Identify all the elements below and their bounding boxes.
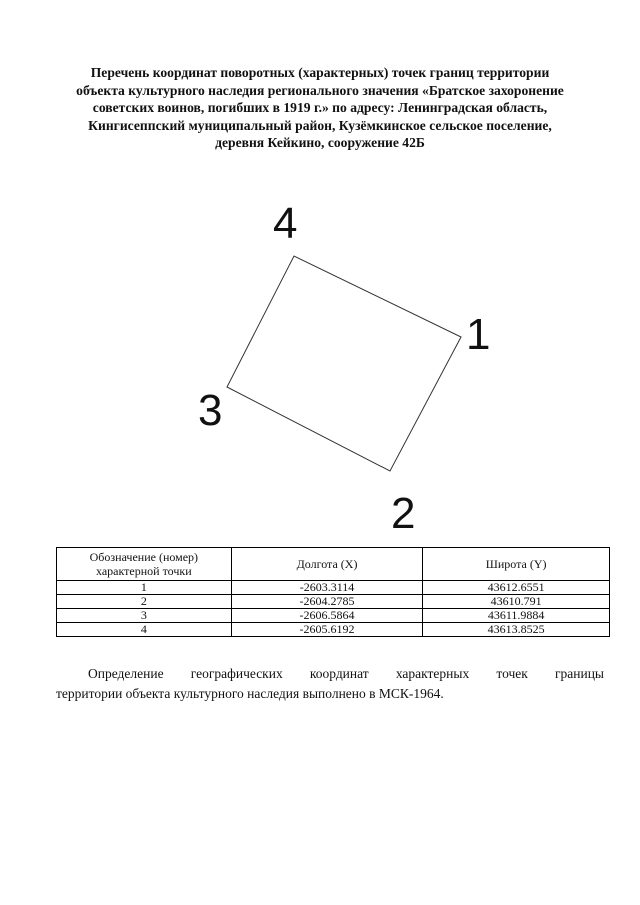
cell-x: -2604.2785: [231, 595, 423, 609]
title-line: деревня Кейкино, сооружение 42Б: [215, 135, 425, 150]
cell-x: -2603.3114: [231, 581, 423, 595]
cell-y: 43610.791: [423, 595, 610, 609]
cell-point: 2: [57, 595, 232, 609]
point-label-4: 4: [273, 199, 298, 248]
table-row: [57, 581, 610, 595]
cell-y: 43613.8525: [423, 623, 610, 637]
cell-y: 43611.9884: [423, 609, 610, 623]
table-header-row: [57, 548, 610, 581]
title-line: Перечень координат поворотных (характерных) точек границ территории: [90, 65, 550, 80]
point-label-2: 2: [391, 489, 416, 538]
title-line: Кингисеппский муниципальный район, Кузёмкинское сельское поселение,: [88, 117, 552, 133]
title-line: объекта культурного наследия регионального значения «Братское захоронение: [76, 82, 564, 98]
point-label-3: 3: [198, 386, 223, 435]
column-header-point: Обозначение (номер) характерной точки: [57, 548, 232, 581]
column-header-latitude: Широта (Y): [423, 548, 610, 581]
note-line: Определение географических координат характерных точек границы: [88, 666, 604, 681]
table-row: [57, 595, 610, 609]
cell-x: -2606.5864: [231, 609, 423, 623]
title-line: советских воинов, погибших в 1919 г.» по адресу: Ленинградская область,: [92, 100, 548, 115]
cell-point: 1: [57, 581, 232, 595]
note-line: территории объекта культурного наследия выполнено в МСК-1964.: [56, 686, 444, 701]
cell-point: 3: [57, 609, 232, 623]
cell-point: 4: [57, 623, 232, 637]
boundary-polygon: [227, 256, 461, 471]
cell-x: -2605.6192: [231, 623, 423, 637]
cell-y: 43612.6551: [423, 581, 610, 595]
coordinates-table: [56, 547, 610, 637]
table-row: [57, 623, 610, 637]
coordinate-system-note: [56, 664, 604, 704]
table-row: [57, 609, 610, 623]
point-label-1: 1: [466, 310, 491, 359]
column-header-longitude: Долгота (X): [231, 548, 423, 581]
